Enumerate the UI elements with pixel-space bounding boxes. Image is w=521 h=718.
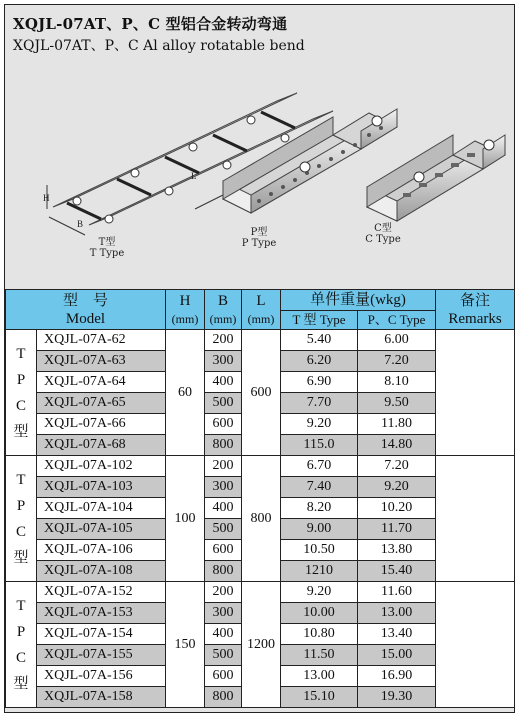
b-value-cell: 200 [205,582,242,603]
h-header [166,290,205,330]
c-type-caption [353,223,413,245]
l-value-cell: 800 [242,456,281,582]
pc-weight-cell: 9.50 [358,393,436,414]
t-weight-cell: 9.20 [281,582,358,603]
pc-weight-cell: 16.90 [358,666,436,687]
dim-h-label: H [43,193,50,203]
t-type-caption-zh: T型 [98,237,116,248]
type-label-cell [6,330,37,456]
type-label-char: T [16,471,26,488]
pc-weight-cell: 11.70 [358,519,436,540]
t-weight-cell: 6.70 [281,456,358,477]
t-type-header: T 型 Type [281,311,358,330]
b-value-cell: 400 [205,624,242,645]
pc-weight-cell: 6.00 [358,330,436,351]
type-label-char: T [16,345,26,362]
b-value-cell: 500 [205,393,242,414]
b-value-cell: 500 [205,645,242,666]
pc-type-header: P、C Type [358,311,436,330]
b-value-cell: 600 [205,414,242,435]
b-value-cell: 300 [205,351,242,372]
type-label-char: P [16,371,26,388]
model-cell: XQJL-07A-63 [37,351,166,372]
model-cell: XQJL-07A-155 [37,645,166,666]
model-cell: XQJL-07A-66 [37,414,166,435]
dim-b-label: B [77,219,84,229]
model-cell: XQJL-07A-152 [37,582,166,603]
b-value-cell: 800 [205,561,242,582]
model-header-en: Model [65,310,106,327]
pc-weight-cell: 11.80 [358,414,436,435]
pc-weight-cell: 15.00 [358,645,436,666]
l-header [242,290,281,330]
pc-weight-cell: 15.40 [358,561,436,582]
t-weight-cell: 15.10 [281,687,358,708]
pc-weight-cell: 19.30 [358,687,436,708]
remarks-header [436,290,515,330]
model-cell: XQJL-07A-104 [37,498,166,519]
pc-weight-cell: 7.20 [358,456,436,477]
l-header-unit: (mm) [247,311,275,326]
pc-weight-cell: 7.20 [358,351,436,372]
model-cell: XQJL-07A-153 [37,603,166,624]
b-value-cell: 800 [205,687,242,708]
t-weight-cell: 13.00 [281,666,358,687]
t-weight-cell: 9.00 [281,519,358,540]
weight-header: 单件重量(wkg) [281,290,436,311]
t-weight-cell: 11.50 [281,645,358,666]
t-weight-cell: 115.0 [281,435,358,456]
pc-weight-cell: 10.20 [358,498,436,519]
b-value-cell: 200 [205,330,242,351]
model-header [6,290,166,330]
model-cell: XQJL-07A-103 [37,477,166,498]
h-value-cell: 100 [166,456,205,582]
remarks-cell [436,330,515,456]
b-header-label: B [218,292,229,309]
t-weight-cell: 7.40 [281,477,358,498]
pc-weight-cell: 11.60 [358,582,436,603]
product-sheet [4,4,515,713]
c-type-drawing [367,135,505,221]
model-cell: XQJL-07A-65 [37,393,166,414]
p-type-caption [229,227,289,249]
b-header [205,290,242,330]
t-weight-cell: 10.80 [281,624,358,645]
type-label-char: 型 [13,675,29,692]
t-type-caption-en: T Type [89,248,125,259]
h-value-cell: 150 [166,582,205,708]
b-value-cell: 600 [205,540,242,561]
t-weight-cell: 5.40 [281,330,358,351]
model-cell: XQJL-07A-156 [37,666,166,687]
title-english: XQJL-07AT、P、C Al alloy rotatable bend [13,38,305,54]
type-label-char: P [16,623,26,640]
model-cell: XQJL-07A-62 [37,330,166,351]
dim-l-label: L [191,171,197,181]
l-value-cell: 1200 [242,582,281,708]
model-cell: XQJL-07A-64 [37,372,166,393]
t-weight-cell: 8.20 [281,498,358,519]
h-header-label: H [179,292,191,309]
remarks-cell [436,582,515,708]
type-label-char: T [16,597,26,614]
c-type-caption-en: C Type [365,234,401,245]
t-weight-cell: 10.00 [281,603,358,624]
pc-weight-cell: 14.80 [358,435,436,456]
t-weight-cell: 6.20 [281,351,358,372]
remarks-header-zh: 备注 [460,292,491,309]
pc-weight-cell: 9.20 [358,477,436,498]
model-header-zh: 型 号 [63,292,109,309]
pc-weight-cell: 13.80 [358,540,436,561]
pc-weight-cell: 8.10 [358,372,436,393]
c-type-caption-zh: C型 [374,223,392,234]
model-cell: XQJL-07A-154 [37,624,166,645]
h-value-cell: 60 [166,330,205,456]
table-row [6,456,515,477]
spec-table-body [6,330,515,708]
p-type-caption-en: P Type [241,238,277,249]
t-weight-cell: 1210 [281,561,358,582]
model-cell: XQJL-07A-68 [37,435,166,456]
t-weight-cell: 7.70 [281,393,358,414]
pc-weight-cell: 13.00 [358,603,436,624]
model-cell: XQJL-07A-106 [37,540,166,561]
type-label-char: C [15,649,26,666]
b-value-cell: 300 [205,477,242,498]
p-type-caption-zh: P型 [250,227,268,238]
l-header-label: L [256,292,266,309]
remarks-cell [436,456,515,582]
type-label-char: 型 [13,549,29,566]
b-value-cell: 500 [205,519,242,540]
t-weight-cell: 6.90 [281,372,358,393]
type-label-char: C [15,397,26,414]
b-value-cell: 800 [205,435,242,456]
table-row [6,582,515,603]
b-value-cell: 400 [205,372,242,393]
model-cell: XQJL-07A-158 [37,687,166,708]
b-value-cell: 200 [205,456,242,477]
b-value-cell: 400 [205,498,242,519]
remarks-header-en: Remarks [448,310,502,327]
pc-weight-cell: 13.40 [358,624,436,645]
type-label-cell [6,456,37,582]
b-value-cell: 300 [205,603,242,624]
model-cell: XQJL-07A-108 [37,561,166,582]
t-weight-cell: 9.20 [281,414,358,435]
product-illustration [5,59,514,287]
title-chinese: XQJL-07AT、P、C 型铝合金转动弯通 [13,15,288,33]
b-value-cell: 600 [205,666,242,687]
table-row [6,330,515,351]
l-value-cell: 600 [242,330,281,456]
type-label-cell [6,582,37,708]
spec-table [5,289,515,708]
t-type-caption [77,237,137,259]
model-cell: XQJL-07A-102 [37,456,166,477]
b-header-unit: (mm) [209,311,237,326]
type-label-char: 型 [13,423,29,440]
h-header-unit: (mm) [171,311,199,326]
type-label-char: C [15,523,26,540]
model-cell: XQJL-07A-105 [37,519,166,540]
t-weight-cell: 10.50 [281,540,358,561]
type-label-char: P [16,497,26,514]
